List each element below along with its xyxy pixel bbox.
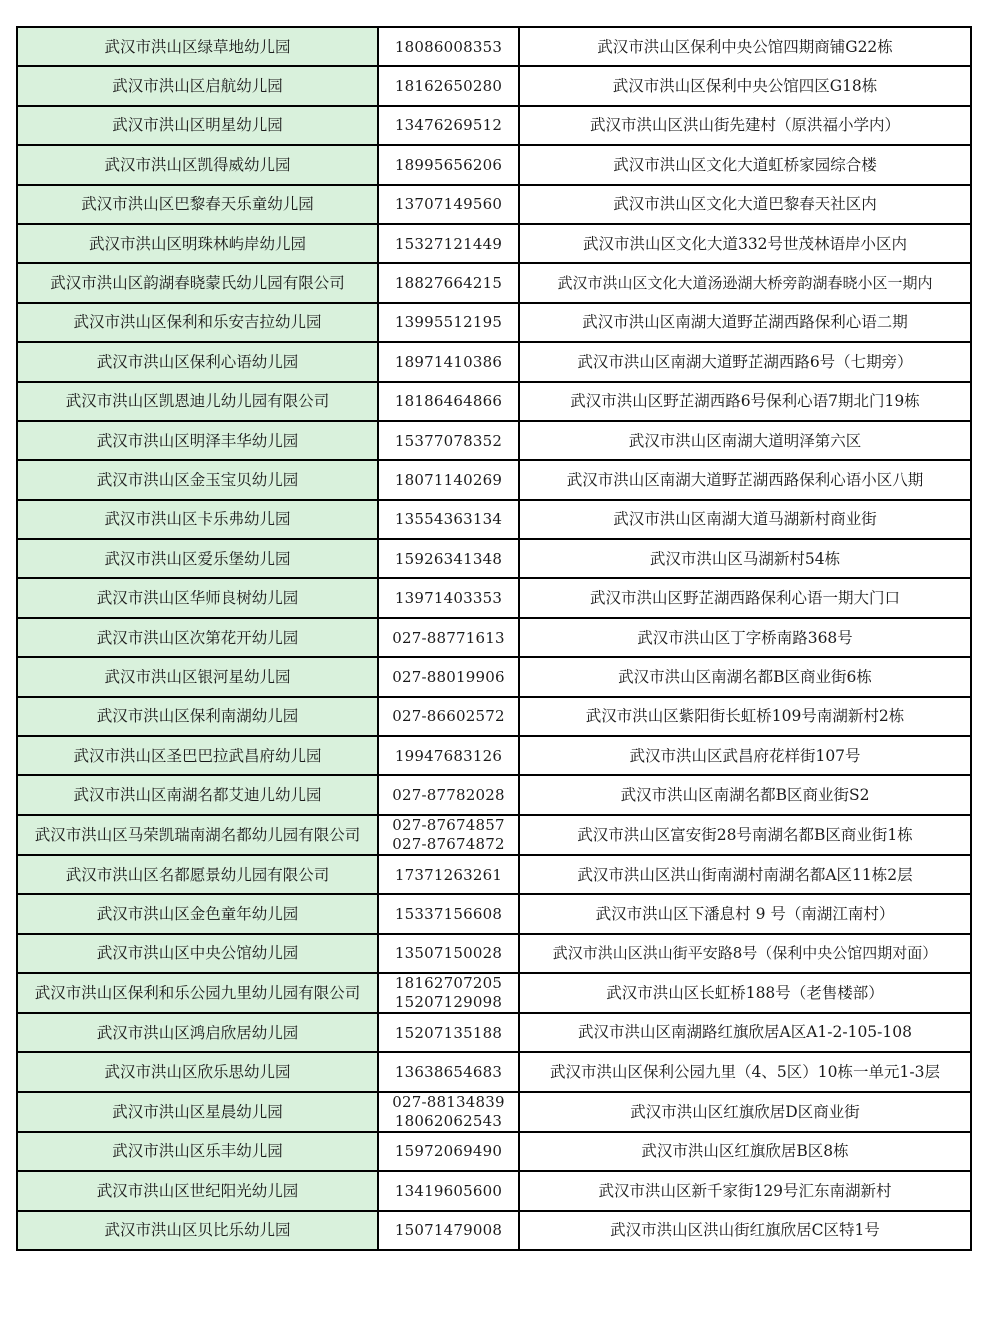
phone-number-secondary: 18062062543: [394, 1111, 503, 1130]
table-row: [17, 736, 971, 775]
phone-cell: 13995512195: [378, 303, 519, 342]
kindergarten-name-cell: 武汉市洪山区卡乐弗幼儿园: [17, 500, 378, 539]
phone-cell: 17371263261: [378, 855, 519, 894]
table-row: [17, 66, 971, 105]
address-cell: 武汉市洪山区南湖大道野芷湖西路6号（七期旁）: [519, 342, 971, 381]
phone-cell: 13554363134: [378, 500, 519, 539]
address-cell: 武汉市洪山区红旗欣居D区商业街: [519, 1092, 971, 1132]
table-row: [17, 27, 971, 66]
phone-cell: 027-88019906: [378, 657, 519, 696]
table-row: [17, 1013, 971, 1052]
phone-cell: 13507150028: [378, 934, 519, 973]
kindergarten-name-cell: 武汉市洪山区保利和乐安吉拉幼儿园: [17, 303, 378, 342]
phone-cell: [378, 1092, 519, 1132]
phone-cell: 15972069490: [378, 1132, 519, 1171]
kindergarten-table-container: [16, 26, 972, 1251]
phone-cell: [378, 973, 519, 1013]
kindergarten-name-cell: 武汉市洪山区中央公馆幼儿园: [17, 934, 378, 973]
kindergarten-name-cell: 武汉市洪山区欣乐思幼儿园: [17, 1052, 378, 1091]
kindergarten-name-cell: 武汉市洪山区圣巴巴拉武昌府幼儿园: [17, 736, 378, 775]
phone-cell: 18086008353: [378, 27, 519, 66]
address-cell: 武汉市洪山区文化大道巴黎春天社区内: [519, 185, 971, 224]
table-row: [17, 145, 971, 184]
address-cell: 武汉市洪山区丁字桥南路368号: [519, 618, 971, 657]
address-cell: 武汉市洪山区南湖大道野芷湖西路保利心语二期: [519, 303, 971, 342]
table-row: [17, 421, 971, 460]
address-cell: 武汉市洪山区南湖大道明泽第六区: [519, 421, 971, 460]
phone-number-secondary: 027-87674872: [392, 834, 505, 853]
table-row: [17, 224, 971, 263]
table-row: [17, 815, 971, 855]
phone-cell: 15337156608: [378, 894, 519, 933]
kindergarten-name-cell: 武汉市洪山区贝比乐幼儿园: [17, 1211, 378, 1250]
address-cell: 武汉市洪山区洪山街红旗欣居C区特1号: [519, 1211, 971, 1250]
phone-cell: 13971403353: [378, 578, 519, 617]
kindergarten-name-cell: 武汉市洪山区金色童年幼儿园: [17, 894, 378, 933]
kindergarten-name-cell: 武汉市洪山区南湖名都艾迪儿幼儿园: [17, 775, 378, 814]
phone-cell: 15071479008: [378, 1211, 519, 1250]
address-cell: 武汉市洪山区富安街28号南湖名都B区商业街1栋: [519, 815, 971, 855]
table-row: [17, 697, 971, 736]
kindergarten-name-cell: 武汉市洪山区星晨幼儿园: [17, 1092, 378, 1132]
address-cell: 武汉市洪山区保利公园九里（4、5区）10栋一单元1-3层: [519, 1052, 971, 1091]
phone-cell: 027-86602572: [378, 697, 519, 736]
address-cell: 武汉市洪山区南湖路红旗欣居A区A1-2-105-108: [519, 1013, 971, 1052]
address-cell: 武汉市洪山区新千家街129号汇东南湖新村: [519, 1171, 971, 1210]
phone-cell: 15377078352: [378, 421, 519, 460]
table-row: [17, 263, 971, 302]
phone-cell: 15926341348: [378, 539, 519, 578]
kindergarten-name-cell: 武汉市洪山区爱乐堡幼儿园: [17, 539, 378, 578]
kindergarten-table: [16, 26, 972, 1251]
table-row: [17, 1052, 971, 1091]
address-cell: 武汉市洪山区武昌府花样街107号: [519, 736, 971, 775]
address-cell: 武汉市洪山区马湖新村54栋: [519, 539, 971, 578]
address-cell: 武汉市洪山区南湖名都B区商业街6栋: [519, 657, 971, 696]
kindergarten-name-cell: 武汉市洪山区乐丰幼儿园: [17, 1132, 378, 1171]
kindergarten-name-cell: 武汉市洪山区韵湖春晓蒙氏幼儿园有限公司: [17, 263, 378, 302]
phone-cell: 18995656206: [378, 145, 519, 184]
table-row: [17, 106, 971, 145]
table-row: [17, 382, 971, 421]
phone-cell: 19947683126: [378, 736, 519, 775]
address-cell: 武汉市洪山区文化大道332号世茂林语岸小区内: [519, 224, 971, 263]
phone-cell: 13707149560: [378, 185, 519, 224]
table-row: [17, 775, 971, 814]
address-cell: 武汉市洪山区南湖大道野芷湖西路保利心语小区八期: [519, 460, 971, 499]
table-row: [17, 303, 971, 342]
address-cell: 武汉市洪山区野芷湖西路6号保利心语7期北门19栋: [519, 382, 971, 421]
phone-cell: 15207135188: [378, 1013, 519, 1052]
table-row: [17, 185, 971, 224]
phone-number: 027-87674857: [392, 815, 505, 834]
phone-cell: [378, 815, 519, 855]
table-row: [17, 1211, 971, 1250]
phone-cell: 18071140269: [378, 460, 519, 499]
address-cell: 武汉市洪山区洪山街先建村（原洪福小学内）: [519, 106, 971, 145]
address-cell: 武汉市洪山区洪山街平安路8号（保利中央公馆四期对面）: [519, 934, 971, 973]
table-row: [17, 460, 971, 499]
kindergarten-name-cell: 武汉市洪山区明星幼儿园: [17, 106, 378, 145]
kindergarten-name-cell: 武汉市洪山区绿草地幼儿园: [17, 27, 378, 66]
table-row: [17, 539, 971, 578]
table-row: [17, 618, 971, 657]
table-row: [17, 342, 971, 381]
kindergarten-name-cell: 武汉市洪山区凯恩迪儿幼儿园有限公司: [17, 382, 378, 421]
kindergarten-name-cell: 武汉市洪山区银河星幼儿园: [17, 657, 378, 696]
table-row: [17, 1171, 971, 1210]
table-row: [17, 894, 971, 933]
table-row: [17, 1132, 971, 1171]
phone-cell: 18827664215: [378, 263, 519, 302]
kindergarten-name-cell: 武汉市洪山区马荣凯瑞南湖名都幼儿园有限公司: [17, 815, 378, 855]
table-row: [17, 657, 971, 696]
address-cell: 武汉市洪山区下潘息村 9 号（南湖江南村）: [519, 894, 971, 933]
kindergarten-name-cell: 武汉市洪山区明泽丰华幼儿园: [17, 421, 378, 460]
address-cell: 武汉市洪山区紫阳街长虹桥109号南湖新村2栋: [519, 697, 971, 736]
kindergarten-name-cell: 武汉市洪山区凯得威幼儿园: [17, 145, 378, 184]
kindergarten-name-cell: 武汉市洪山区保利和乐公园九里幼儿园有限公司: [17, 973, 378, 1013]
kindergarten-name-cell: 武汉市洪山区次第花开幼儿园: [17, 618, 378, 657]
address-cell: 武汉市洪山区野芷湖西路保利心语一期大门口: [519, 578, 971, 617]
table-row: [17, 855, 971, 894]
phone-cell: 13476269512: [378, 106, 519, 145]
kindergarten-name-cell: 武汉市洪山区保利心语幼儿园: [17, 342, 378, 381]
phone-cell: 13419605600: [378, 1171, 519, 1210]
address-cell: 武汉市洪山区文化大道虹桥家园综合楼: [519, 145, 971, 184]
kindergarten-name-cell: 武汉市洪山区名都愿景幼儿园有限公司: [17, 855, 378, 894]
phone-cell: 027-87782028: [378, 775, 519, 814]
phone-cell: 15327121449: [378, 224, 519, 263]
phone-number: 18162707205: [394, 973, 503, 992]
phone-number-secondary: 15207129098: [394, 992, 503, 1011]
kindergarten-name-cell: 武汉市洪山区启航幼儿园: [17, 66, 378, 105]
phone-cell: 13638654683: [378, 1052, 519, 1091]
address-cell: 武汉市洪山区南湖名都B区商业街S2: [519, 775, 971, 814]
phone-cell: 18162650280: [378, 66, 519, 105]
table-row: [17, 1092, 971, 1132]
phone-number: 027-88134839: [392, 1092, 505, 1111]
kindergarten-name-cell: 武汉市洪山区保利南湖幼儿园: [17, 697, 378, 736]
kindergarten-name-cell: 武汉市洪山区明珠林屿岸幼儿园: [17, 224, 378, 263]
kindergarten-name-cell: 武汉市洪山区华师良树幼儿园: [17, 578, 378, 617]
address-cell: 武汉市洪山区南湖大道马湖新村商业街: [519, 500, 971, 539]
table-body: [17, 27, 971, 1250]
phone-cell: 18186464866: [378, 382, 519, 421]
address-cell: 武汉市洪山区红旗欣居B区8栋: [519, 1132, 971, 1171]
table-row: [17, 973, 971, 1013]
kindergarten-name-cell: 武汉市洪山区巴黎春天乐童幼儿园: [17, 185, 378, 224]
address-cell: 武汉市洪山区文化大道汤逊湖大桥旁韵湖春晓小区一期内: [519, 263, 971, 302]
table-row: [17, 578, 971, 617]
address-cell: 武汉市洪山区保利中央公馆四期商铺G22栋: [519, 27, 971, 66]
table-row: [17, 500, 971, 539]
address-cell: 武汉市洪山区长虹桥188号（老售楼部）: [519, 973, 971, 1013]
address-cell: 武汉市洪山区保利中央公馆四区G18栋: [519, 66, 971, 105]
phone-cell: 18971410386: [378, 342, 519, 381]
kindergarten-name-cell: 武汉市洪山区金玉宝贝幼儿园: [17, 460, 378, 499]
address-cell: 武汉市洪山区洪山街南湖村南湖名都A区11栋2层: [519, 855, 971, 894]
kindergarten-name-cell: 武汉市洪山区鸿启欣居幼儿园: [17, 1013, 378, 1052]
phone-cell: 027-88771613: [378, 618, 519, 657]
table-row: [17, 934, 971, 973]
kindergarten-name-cell: 武汉市洪山区世纪阳光幼儿园: [17, 1171, 378, 1210]
